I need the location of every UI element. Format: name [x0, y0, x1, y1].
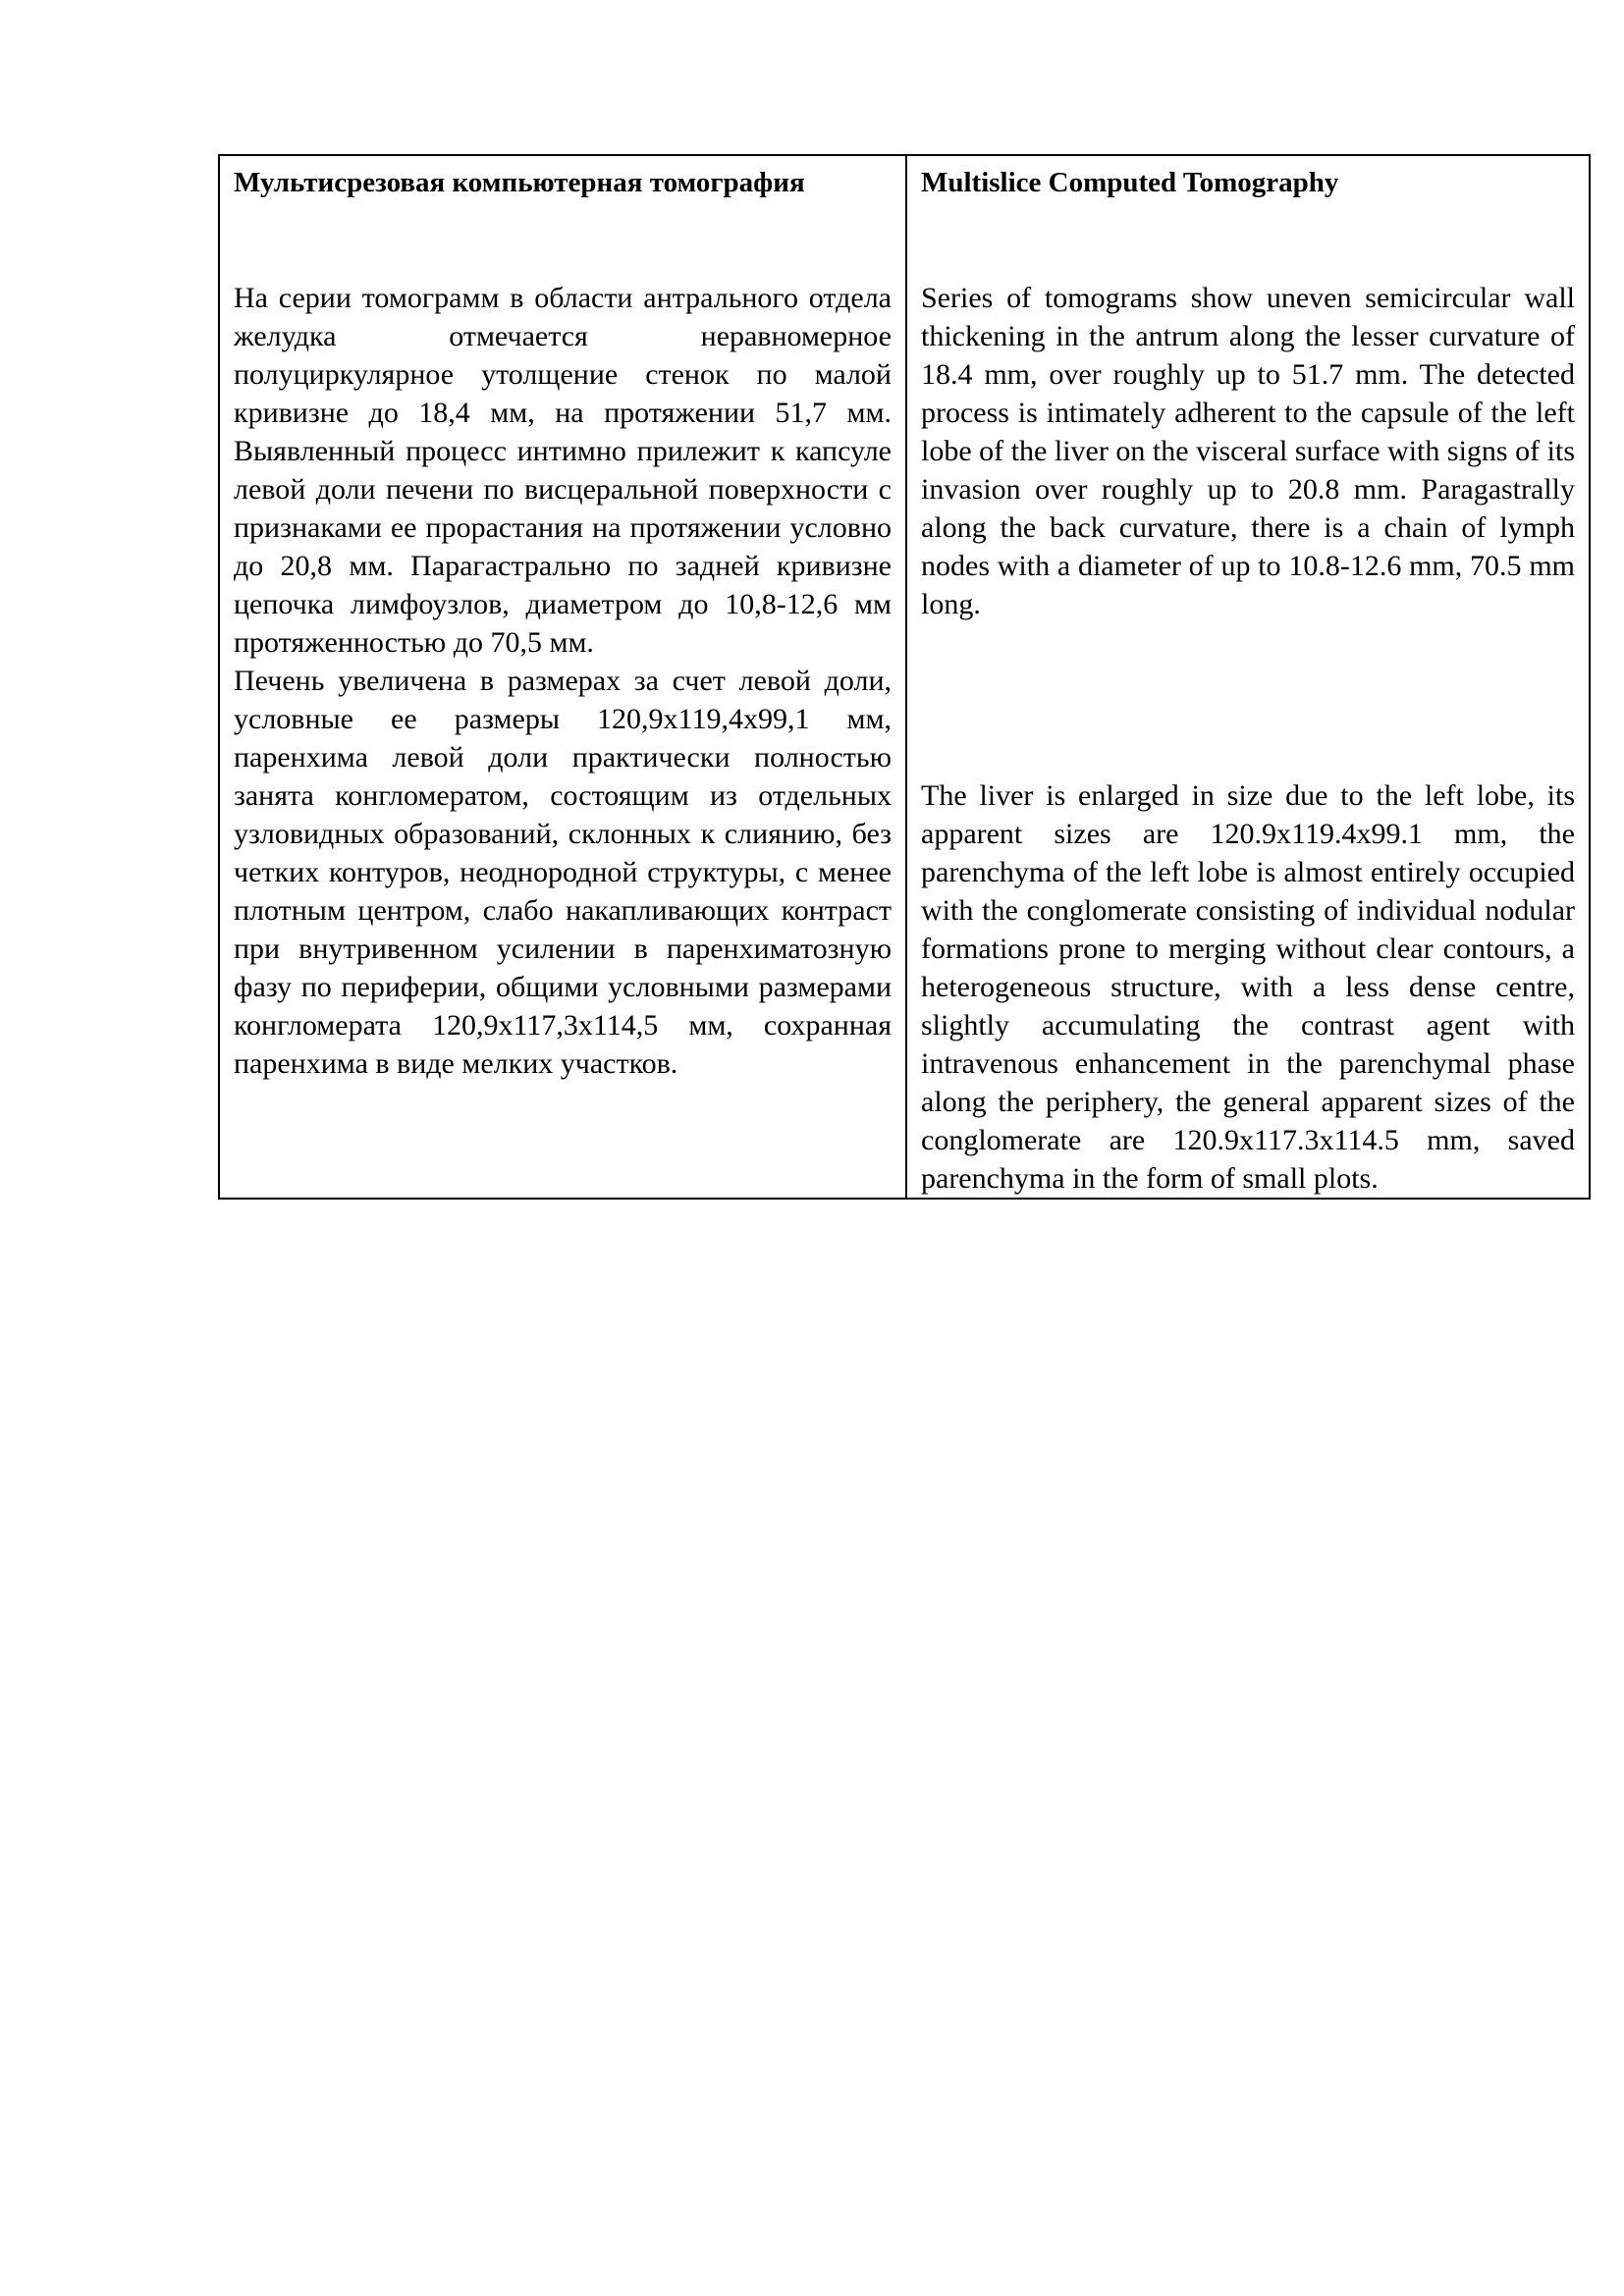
russian-heading: Мультисрезовая компьютерная томография — [234, 167, 805, 198]
english-column-cell — [906, 155, 1590, 1199]
english-paragraph-2: The liver is enlarged in size due to the left lobe, its apparent sizes are 120.9x119.4x99.1 mm, the parenchyma of the left lobe is almost entirely occupied with the conglomerate consisting of individual nodular formations prone to merging without clear contours, a heterogeneous structure, with a less dense centre, slightly accumulating the contrast agent with intravenous enhancement in the parenchymal phase along the periphery, the general apparent sizes of the conglomerate are 120.9x117.3x114.5 mm, saved parenchyma in the form of small plots. — [921, 779, 1575, 1195]
english-paragraph-1: Series of tomograms show uneven semicircular wall thickening in the antrum along the lesser curvature of 18.4 mm, over roughly up to 51.7 mm. The detected process is intimately adherent to the capsule of the left lobe of the liver on the visceral surface with signs of its invasion over roughly up to 20.8 mm. Paragastrally along the back curvature, there is a chain of lymph nodes with a diameter of up to 10.8-12.6 mm, 70.5 mm long. — [921, 282, 1575, 620]
russian-column-cell — [219, 155, 906, 1199]
russian-paragraph-1: На серии томограмм в области антрального отдела желудка отмечается неравномерное полуциркулярное утолщение стенок по малой кривизне до 18,4 мм, на протяжении 51,7 мм. Выявленный процесс интимно прилежит к капсуле левой доли печени по висцеральной поверхности с признаками ее прорастания на протяжении условно до 20,8 мм. Парагастрально по задней кривизне цепочка лимфоузлов, диаметром до 10,8-12,6 мм протяженностью до 70,5 мм. — [234, 282, 892, 659]
translation-table — [218, 154, 1591, 1200]
russian-paragraph-2: Печень увеличена в размерах за счет левой доли, условные ее размеры 120,9x119,4x99,1 мм, паренхима левой доли практически полностью занята конгломератом, состоящим из отдельных узловидных образований, склонных к слиянию, без четких контуров, неоднородной структуры, с менее плотным центром, слабо накапливающих контраст при внутривенном усилении в паренхиматозную фазу по периферии, общими условными размерами конгломерата 120,9x117,3x114,5 мм, сохранная паренхима в виде мелких участков. — [234, 665, 892, 1080]
table-row — [219, 155, 1590, 1199]
english-heading: Multislice Computed Tomography — [921, 167, 1339, 198]
spacer — [921, 240, 1575, 279]
spacer — [234, 240, 892, 279]
spacer — [921, 623, 1575, 776]
